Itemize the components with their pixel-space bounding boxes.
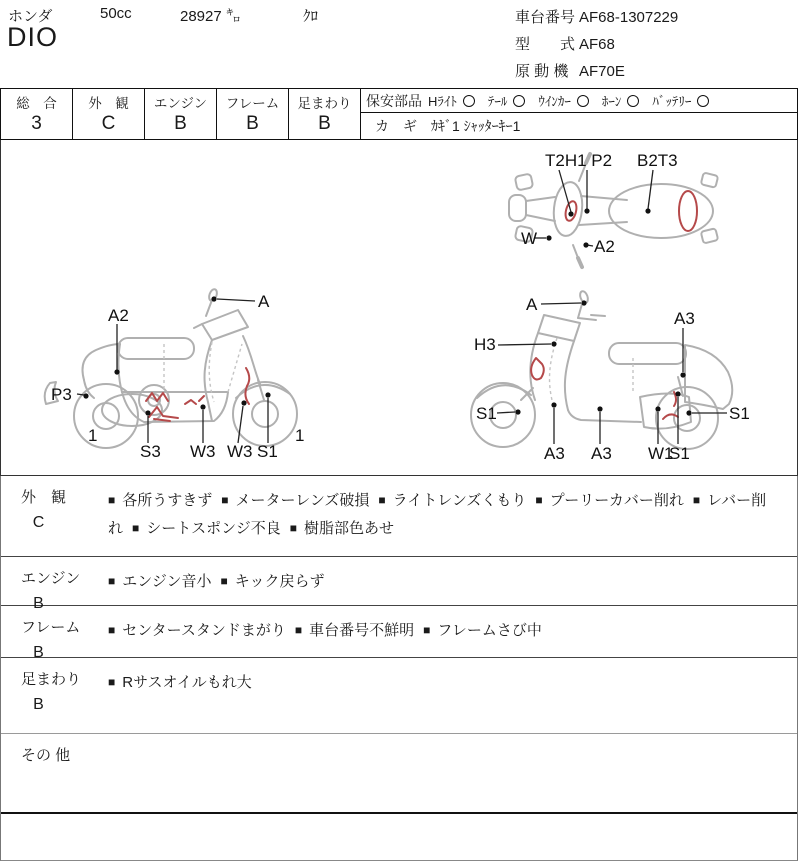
section-grade: C	[32, 514, 45, 531]
bullet-square-icon: ■	[289, 521, 297, 535]
rating-grade: B	[318, 113, 331, 134]
section-label-col	[1, 734, 96, 812]
safety-parts-title: 保安部品	[366, 92, 422, 109]
damage-code-label: S3	[140, 442, 161, 461]
damage-code-label: A2	[108, 306, 129, 325]
section-items	[96, 557, 797, 605]
safety-parts-row	[361, 89, 797, 113]
damage-diagram-box	[0, 140, 798, 476]
rating-label: フレーム	[225, 96, 280, 111]
safety-area	[361, 89, 797, 139]
ratings-row	[0, 88, 798, 140]
defect-item	[295, 622, 414, 639]
scooter-left-side-diagram	[36, 280, 316, 472]
condition-sections	[0, 476, 798, 861]
section-label-col	[1, 658, 96, 733]
defect-item	[221, 492, 369, 509]
bullet-square-icon: ■	[108, 675, 116, 689]
defect-text: レバー削れ	[108, 492, 767, 537]
damage-mark-front-cowl	[531, 358, 544, 379]
defect-text: ライトレンズくもり	[392, 492, 527, 509]
section-name: エンジン	[21, 570, 81, 587]
vehicle-identity	[515, 4, 678, 85]
bullet-square-icon: ■	[220, 574, 228, 588]
defect-item	[535, 492, 684, 509]
mileage: 28927 ㌔	[180, 8, 241, 25]
damage-code-label: A2	[594, 237, 615, 256]
damage-mark-floor	[185, 400, 196, 404]
ratings-cells	[1, 89, 361, 139]
damage-code-label: A3	[544, 444, 565, 463]
defect-item	[290, 520, 394, 537]
defect-item	[108, 622, 286, 639]
damage-code-label: T2H1 P2	[545, 151, 613, 170]
section-items	[96, 734, 797, 812]
defect-text: Rサスオイルもれ大	[122, 674, 252, 691]
model-code-value: AF68	[579, 36, 615, 53]
tire-grade-label: 1	[88, 426, 98, 445]
section-grade: B	[33, 696, 44, 713]
scooter-top-view-diagram	[501, 145, 731, 270]
safety-item-label: ﾎｰﾝ	[601, 94, 622, 109]
section-label-col	[1, 606, 96, 661]
damage-code-label: W3	[190, 442, 216, 461]
damage-mark-floor	[154, 419, 170, 421]
condition-section	[1, 733, 797, 812]
damage-mark-wheel	[663, 414, 678, 419]
defect-text: プーリーカバー削れ	[549, 492, 684, 509]
bullet-square-icon: ■	[535, 493, 543, 507]
bullet-square-icon: ■	[423, 623, 431, 637]
bullet-square-icon: ■	[692, 493, 701, 507]
section-items	[96, 476, 797, 556]
rating-cell	[289, 89, 361, 139]
damage-code-label: S1	[476, 404, 497, 423]
key-row	[361, 113, 797, 139]
damage-code-label: P3	[51, 385, 72, 404]
bullet-square-icon: ■	[108, 493, 116, 507]
safety-item	[428, 91, 475, 110]
damage-code-label: A3	[591, 444, 612, 463]
defect-text: フレームさび中	[437, 622, 542, 639]
model-code-label: 型 式	[515, 36, 576, 53]
damage-code-label: W	[521, 229, 538, 248]
engine-code-label: 原 動 機	[515, 63, 569, 80]
section-name: 外 観	[21, 489, 67, 506]
maker-name: ホンダ	[8, 8, 53, 25]
section-label-col	[1, 476, 96, 556]
damage-mark-floor	[199, 396, 204, 401]
defect-text: 各所うすきず	[122, 492, 213, 509]
rating-label: エンジン	[153, 96, 208, 111]
rating-grade: B	[246, 113, 259, 134]
pass-circle-icon	[697, 95, 709, 107]
rating-label: 総 合	[16, 96, 57, 111]
damage-code-label: B2T3	[637, 151, 678, 170]
defect-text: 樹脂部色あせ	[304, 520, 395, 537]
bullet-square-icon: ■	[221, 493, 229, 507]
section-items	[96, 606, 797, 657]
bottom-empty-strip	[1, 812, 797, 860]
bullet-square-icon: ■	[108, 623, 116, 637]
safety-item-label: Hﾗｲﾄ	[428, 94, 457, 109]
rating-cell	[217, 89, 289, 139]
pass-circle-icon	[463, 95, 475, 107]
section-grade: B	[33, 644, 44, 661]
defect-text: 車台番号不鮮明	[309, 622, 415, 639]
scooter-right-side-diagram	[441, 282, 761, 477]
rating-grade: 3	[31, 113, 42, 134]
safety-item	[602, 91, 640, 110]
tire-grade-label: 1	[295, 426, 305, 445]
section-grade: B	[33, 595, 44, 612]
engine-code-value: AF70E	[579, 63, 625, 80]
safety-item-label: ｳｲﾝｶｰ	[538, 94, 571, 109]
damage-code-label: W1	[648, 444, 674, 463]
safety-item	[488, 91, 526, 110]
defect-item	[108, 674, 252, 691]
chassis-number-label: 車台番号	[515, 9, 576, 26]
section-name: フレーム	[21, 619, 81, 636]
defect-item	[108, 573, 212, 590]
rating-cell	[1, 89, 73, 139]
pass-circle-icon	[577, 95, 589, 107]
chassis-number-row	[515, 4, 678, 31]
defect-text: センタースタンドまがり	[122, 622, 286, 639]
damage-code-label: W3	[227, 442, 253, 461]
damage-code-label: H3	[474, 335, 496, 354]
rating-label: 足まわり	[297, 96, 352, 111]
displacement: 50cc	[100, 5, 132, 22]
damage-code-label: S1	[729, 404, 750, 423]
pass-circle-icon	[627, 95, 639, 107]
damage-code-label: A	[258, 292, 270, 311]
defect-text: メーターレンズ破損	[235, 492, 370, 509]
bullet-square-icon: ■	[294, 623, 303, 637]
rating-grade: B	[174, 113, 187, 134]
rating-grade: C	[101, 113, 116, 134]
safety-item-label: ﾃｰﾙ	[487, 94, 508, 109]
condition-section	[1, 657, 797, 733]
safety-item	[652, 91, 709, 110]
defect-text: キック戻らず	[234, 573, 325, 590]
damage-mark-seat	[679, 191, 697, 231]
defect-item	[378, 492, 526, 509]
bullet-square-icon: ■	[132, 521, 140, 535]
model-name: DIO	[7, 22, 59, 52]
key-label: カ ギ	[375, 118, 417, 134]
defect-item	[108, 492, 212, 509]
model-code-row	[515, 31, 678, 58]
defect-item	[423, 622, 542, 639]
defect-text: エンジン音小	[122, 573, 212, 590]
section-items	[96, 658, 797, 733]
section-label-col	[1, 557, 96, 612]
pass-circle-icon	[513, 95, 525, 107]
condition-section	[1, 605, 797, 661]
engine-code-row	[515, 58, 678, 85]
bullet-square-icon: ■	[108, 574, 116, 588]
condition-section	[1, 556, 797, 612]
defect-text: シートスポンジ不良	[146, 520, 281, 537]
body-color: ｸﾛ	[303, 8, 319, 25]
rating-cell	[73, 89, 145, 139]
condition-section	[1, 476, 797, 556]
bullet-square-icon: ■	[378, 493, 386, 507]
rating-cell	[145, 89, 217, 139]
key-value: ｶｷﾞ1 ｼｬｯﾀｰｷｰ1	[431, 118, 521, 134]
rating-label: 外 観	[88, 96, 129, 111]
safety-item	[538, 91, 589, 110]
safety-items	[428, 91, 722, 110]
damage-code-label: A	[526, 295, 538, 314]
damage-code-label: A3	[674, 309, 695, 328]
defect-item	[221, 573, 325, 590]
section-name: その 他	[21, 747, 71, 764]
defect-item	[132, 520, 281, 537]
safety-item-label: ﾊﾞｯﾃﾘｰ	[652, 94, 692, 109]
chassis-number-value: AF68-1307229	[579, 9, 679, 26]
damage-code-label: S1	[669, 444, 690, 463]
damage-code-label: S1	[257, 442, 278, 461]
section-name: 足まわり	[21, 671, 82, 688]
